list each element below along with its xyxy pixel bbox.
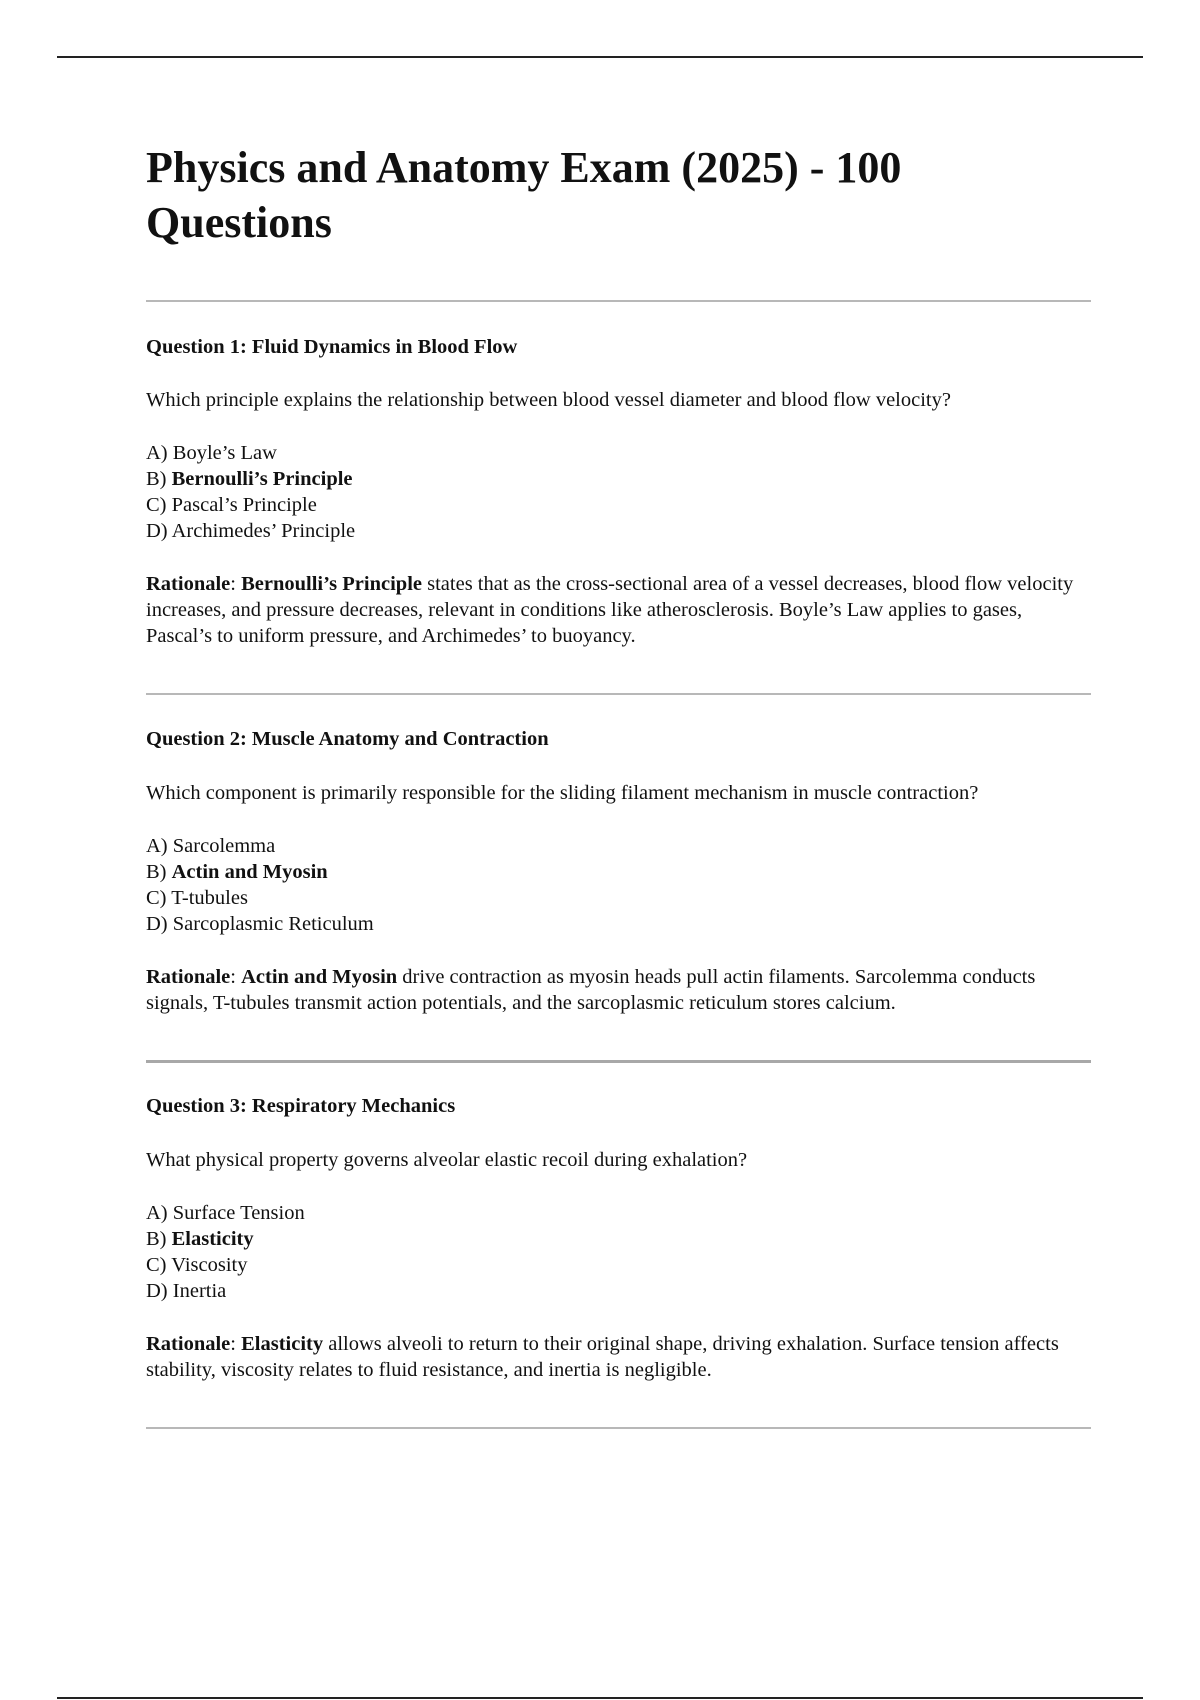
option-letter: A) xyxy=(146,835,173,857)
option-c xyxy=(146,1252,1091,1278)
option-a xyxy=(146,833,1091,859)
option-text: Sarcolemma xyxy=(172,835,276,857)
option-letter: B) xyxy=(146,861,172,883)
rationale-answer: Actin and Myosin xyxy=(241,966,398,988)
option-text: Viscosity xyxy=(171,1254,248,1276)
answer-options xyxy=(146,440,1091,544)
page-title: Physics and Anatomy Exam (2025) - 100 Questions xyxy=(146,143,902,247)
question-heading: Question 3: Respiratory Mechanics xyxy=(146,1095,456,1117)
option-letter: D) xyxy=(146,520,172,542)
option-letter: A) xyxy=(146,1202,173,1224)
option-d xyxy=(146,518,1091,544)
section-divider xyxy=(146,1060,1091,1063)
option-b xyxy=(146,1226,1091,1252)
option-d xyxy=(146,911,1091,937)
question-text: Which principle explains the relationship between blood vessel diameter and blood flow velocity? xyxy=(146,389,951,411)
rationale: Rationale: Elasticity allows alveoli to return to their original shape, driving exhalation. Surface tension affects stability, viscosity relates to fluid resistance, and inertia is negligible. xyxy=(146,1333,1059,1381)
option-letter: D) xyxy=(146,1280,173,1302)
rationale-answer: Bernoulli’s Principle xyxy=(241,573,422,595)
option-text: Pascal’s Principle xyxy=(171,494,317,516)
page-bottom-rule xyxy=(57,1697,1143,1699)
option-letter: C) xyxy=(146,1254,172,1276)
option-c xyxy=(146,492,1091,518)
question-text: Which component is primarily responsible for the sliding filament mechanism in muscle contraction? xyxy=(146,782,979,804)
option-a xyxy=(146,440,1091,466)
section-divider xyxy=(146,1427,1091,1429)
option-c xyxy=(146,885,1091,911)
option-text: Inertia xyxy=(172,1280,227,1302)
option-text: Archimedes’ Principle xyxy=(171,520,356,542)
correct-option-text: Bernoulli’s Principle xyxy=(171,468,353,490)
option-letter: B) xyxy=(146,1228,172,1250)
option-letter: A) xyxy=(146,442,173,464)
question-heading: Question 2: Muscle Anatomy and Contraction xyxy=(146,728,549,750)
page-top-rule xyxy=(57,56,1143,58)
section-divider xyxy=(146,300,1091,302)
answer-options xyxy=(146,833,1091,937)
correct-option-text: Actin and Myosin xyxy=(171,861,328,883)
question-3 xyxy=(146,1093,1091,1383)
rationale-text: states that as the cross-sectional area of a vessel decreases, blood flow velocity increases, and pressure decreases, relevant in conditions like atherosclerosis. Boyle’s Law applies to gases, Pascal’s to uniform pressure, and Archimedes’ to buoyancy. xyxy=(146,573,1074,647)
rationale: Rationale: Bernoulli’s Principle states that as the cross-sectional area of a vessel decreases, blood flow velocity increases, and pressure decreases, relevant in conditions like atherosclerosis. Boyle’s Law applies to gases, Pascal’s to uniform pressure, and Archimedes’ to buoyancy. xyxy=(146,573,1074,647)
document-body xyxy=(146,140,1091,1429)
option-text: Surface Tension xyxy=(172,1202,305,1224)
rationale-answer: Elasticity xyxy=(241,1333,324,1355)
correct-option-text: Elasticity xyxy=(171,1228,254,1250)
question-text: What physical property governs alveolar elastic recoil during exhalation? xyxy=(146,1149,748,1171)
option-b xyxy=(146,859,1091,885)
rationale-text: drive contraction as myosin heads pull actin filaments. Sarcolemma conducts signals, T-tubules transmit action potentials, and the sarcoplasmic reticulum stores calcium. xyxy=(146,966,1036,1014)
question-heading: Question 1: Fluid Dynamics in Blood Flow xyxy=(146,336,518,358)
rationale: Rationale: Actin and Myosin drive contraction as myosin heads pull actin filaments. Sarcolemma conducts signals, T-tubules transmit action potentials, and the sarcoplasmic reticulum stores calcium. xyxy=(146,966,1036,1014)
option-letter: C) xyxy=(146,494,172,516)
rationale-text: allows alveoli to return to their original shape, driving exhalation. Surface tension affects stability, viscosity relates to fluid resistance, and inertia is negligible. xyxy=(146,1333,1059,1381)
rationale-label: Rationale xyxy=(146,966,231,988)
option-letter: B) xyxy=(146,468,172,490)
option-b xyxy=(146,466,1091,492)
option-d xyxy=(146,1278,1091,1304)
rationale-label: Rationale xyxy=(146,573,231,595)
option-text: T-tubules xyxy=(171,887,248,909)
option-text: Boyle’s Law xyxy=(172,442,277,464)
answer-options xyxy=(146,1200,1091,1304)
question-2 xyxy=(146,726,1091,1016)
option-text: Sarcoplasmic Reticulum xyxy=(172,913,374,935)
option-letter: D) xyxy=(146,913,173,935)
question-1 xyxy=(146,334,1091,649)
rationale-label: Rationale xyxy=(146,1333,231,1355)
section-divider xyxy=(146,693,1091,695)
option-a xyxy=(146,1200,1091,1226)
option-letter: C) xyxy=(146,887,172,909)
